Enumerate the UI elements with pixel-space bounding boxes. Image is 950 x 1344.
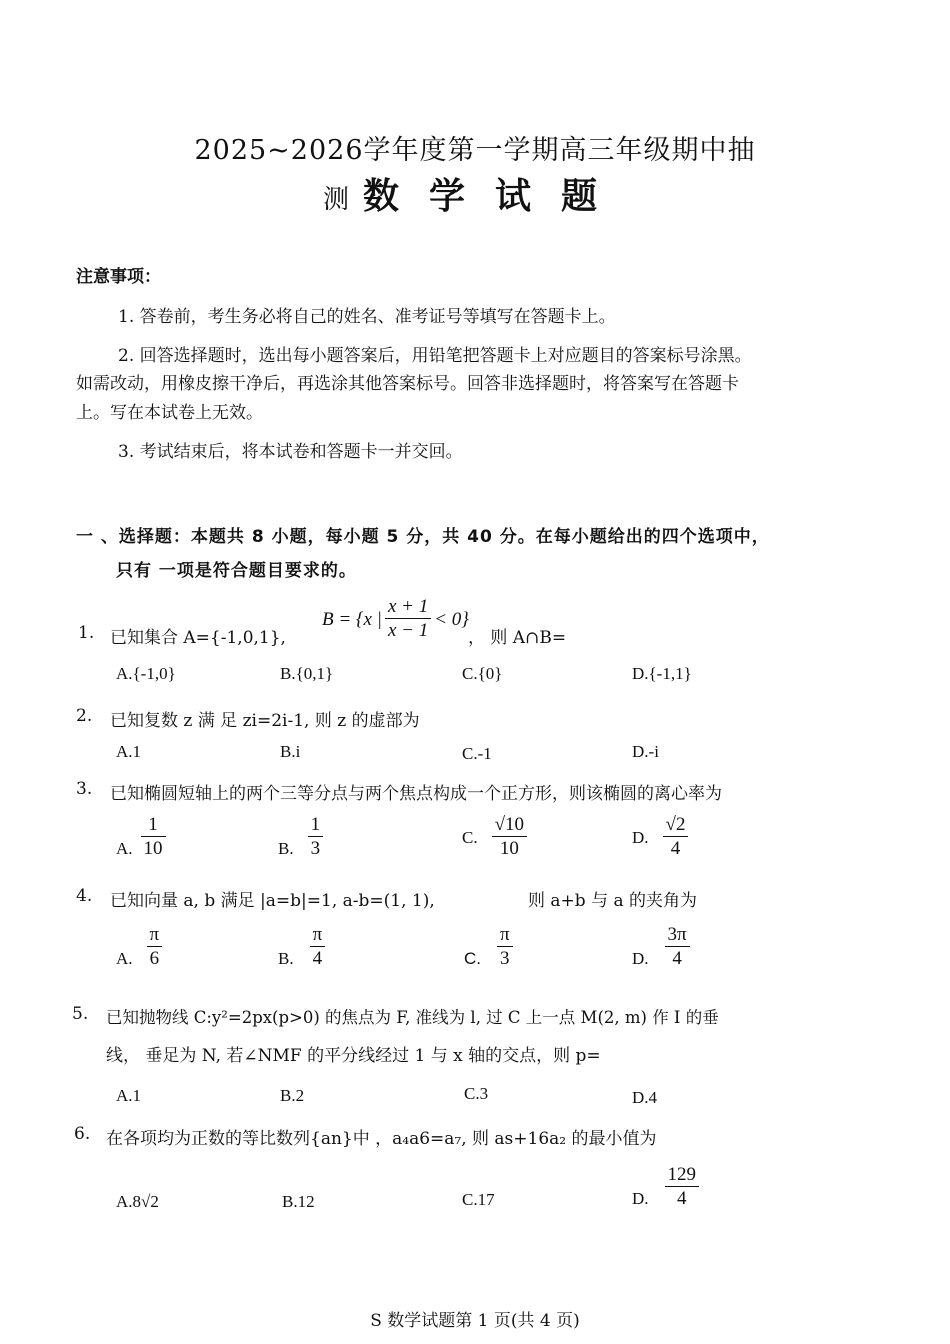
set-b-denominator: x − 1 xyxy=(387,620,429,641)
notice-item-2-line-1: 2. 回答选择题时，选出每小题答案后，用铅笔把答题卡上对应题目的答案标号涂黑。 xyxy=(118,346,752,366)
notice-item-3: 3. 考试结束后，将本试卷和答题卡一并交回。 xyxy=(118,442,463,462)
question-5-line-1: 已知抛物线 C:y²=2px(p>0) 的焦点为 F, 准线为 l, 过 C 上一点 M(2, m) 作 I 的垂 xyxy=(106,1008,719,1027)
q4-a-numerator: π xyxy=(147,924,163,947)
q4-option-d-label: D. xyxy=(632,949,649,968)
q6-d-numerator: 129 xyxy=(665,1164,700,1187)
q3-option-d-fraction xyxy=(663,814,689,861)
q4-option-c-fraction xyxy=(497,924,513,971)
q4-option-d[interactable] xyxy=(632,924,690,971)
question-6-text: 在各项均为正数的等比数列{an}中 ，a₄a6=a₇, 则 as+16a₂ 的最小值为 xyxy=(106,1129,657,1149)
q4-b-denominator: 4 xyxy=(312,948,323,969)
question-5-line-2: 线， 垂足为 N, 若∠NMF 的平分线经过 1 与 x 轴的交点，则 p= xyxy=(106,1046,601,1066)
page-subtitle xyxy=(0,168,950,219)
q3-c-denominator: 10 xyxy=(499,838,519,859)
q3-option-a-fraction xyxy=(141,814,166,861)
q2-option-b[interactable]: B.i xyxy=(280,742,301,761)
q4-option-b[interactable] xyxy=(278,924,325,971)
question-4-number: 4. xyxy=(76,886,93,906)
q3-option-c-fraction xyxy=(492,814,527,861)
q3-option-b-fraction xyxy=(308,814,324,861)
set-b-prefix: B = {x | xyxy=(322,608,382,630)
set-b-suffix: < 0} xyxy=(434,608,469,630)
q4-option-c[interactable] xyxy=(464,924,513,971)
q1-option-c[interactable]: C.{0} xyxy=(462,664,503,683)
question-3-number: 3. xyxy=(76,779,93,799)
q6-option-c[interactable]: C.17 xyxy=(462,1190,495,1209)
q3-option-c-label: C. xyxy=(462,827,478,847)
q6-option-d-fraction xyxy=(665,1164,700,1211)
subtitle-main: 数学试题 xyxy=(363,176,628,217)
set-b-numerator: x + 1 xyxy=(385,596,431,619)
q5-option-d[interactable]: D.4 xyxy=(632,1088,658,1107)
q4-option-d-fraction xyxy=(665,924,690,971)
q3-option-c[interactable] xyxy=(462,814,527,861)
q4-option-a-fraction xyxy=(147,924,163,971)
q1-option-b[interactable]: B.{0,1} xyxy=(280,664,334,683)
q4-option-b-fraction xyxy=(310,924,326,971)
q4-d-denominator: 4 xyxy=(672,948,682,969)
question-2-number: 2. xyxy=(76,706,93,726)
q2-option-c[interactable]: C.-1 xyxy=(462,744,492,763)
q4-option-b-label: B. xyxy=(278,949,294,968)
q3-b-denominator: 3 xyxy=(310,838,321,859)
q3-option-a-label: A. xyxy=(116,839,133,858)
question-1-set-b xyxy=(322,596,469,643)
section-heading: 一 、选择题：本题共 8 小题，每小题 5 分，共 40 分。在每小题给出的四个选项中， xyxy=(76,527,770,547)
q3-a-numerator: 1 xyxy=(141,814,166,837)
q6-option-b[interactable]: B.12 xyxy=(282,1192,315,1211)
q4-b-numerator: π xyxy=(310,924,326,947)
question-1-tail: ， 则 A∩B= xyxy=(468,628,567,648)
q4-option-a-label: A. xyxy=(116,949,133,968)
q4-c-numerator: π xyxy=(497,924,513,947)
q1-option-d[interactable]: D.{-1,1} xyxy=(632,664,692,683)
question-6-number: 6. xyxy=(74,1124,91,1144)
page-title: 2025~2026学年度第一学期高三年级期中抽 xyxy=(194,135,756,166)
notice-item-2-line-3: 上。写在本试卷上无效。 xyxy=(76,403,263,423)
question-4-text-2: 则 a+b 与 a 的夹角为 xyxy=(528,891,698,911)
q4-d-numerator: 3π xyxy=(665,924,690,947)
subtitle-small-char: 测 xyxy=(322,185,349,215)
q1-option-a[interactable]: A.{-1,0} xyxy=(116,664,176,683)
q6-option-a[interactable]: A.8√2 xyxy=(116,1192,159,1211)
q4-c-denominator: 3 xyxy=(500,948,510,969)
q6-option-d[interactable] xyxy=(632,1164,699,1211)
q3-option-d-label: D. xyxy=(632,827,649,847)
page-footer: S 数学试题第 1 页(共 4 页) xyxy=(370,1311,580,1331)
notice-item-1: 1. 答卷前，考生务必将自己的姓名、准考证号等填写在答题卡上。 xyxy=(118,307,616,327)
q6-d-denominator: 4 xyxy=(677,1188,687,1209)
q3-option-d[interactable] xyxy=(632,814,688,861)
notice-title: 注意事项： xyxy=(76,267,161,287)
question-5-number: 5. xyxy=(72,1004,89,1024)
set-b-fraction xyxy=(385,596,431,643)
q3-a-denominator: 10 xyxy=(143,838,163,859)
q3-d-numerator: √2 xyxy=(663,814,689,837)
q5-option-c[interactable]: C.3 xyxy=(464,1084,489,1103)
q3-c-numerator: √10 xyxy=(492,814,527,837)
q2-option-d[interactable]: D.-i xyxy=(632,742,659,761)
q4-option-c-label: C. xyxy=(464,949,481,968)
notice-item-2-line-2: 如需改动，用橡皮擦干净后，再选涂其他答案标号。回答非选择题时，将答案写在答题卡 xyxy=(76,374,739,394)
q3-option-b-label: B. xyxy=(278,839,294,858)
q6-option-d-label: D. xyxy=(632,1189,649,1208)
q5-option-a[interactable]: A.1 xyxy=(116,1086,142,1105)
q2-option-a[interactable]: A.1 xyxy=(116,742,142,761)
q3-option-b[interactable] xyxy=(278,814,323,861)
question-3-text: 已知椭圆短轴上的两个三等分点与两个焦点构成一个正方形，则该椭圆的离心率为 xyxy=(110,784,722,804)
question-1-number: 1. xyxy=(78,623,95,643)
q4-option-a[interactable] xyxy=(116,924,162,971)
section-heading-line-2: 只有 一项是符合题目要求的。 xyxy=(116,561,357,581)
question-2-text: 已知复数 z 满 足 zi=2i-1, 则 z 的虚部为 xyxy=(110,711,420,731)
q3-b-numerator: 1 xyxy=(308,814,324,837)
question-4-text: 已知向量 a, b 满足 |a=b|=1, a-b=(1, 1), xyxy=(110,891,435,911)
q3-option-a[interactable] xyxy=(116,814,166,861)
q3-d-denominator: 4 xyxy=(670,838,681,859)
question-1-text: 已知集合 A={-1,0,1}, xyxy=(110,628,286,648)
q4-a-denominator: 6 xyxy=(149,948,160,969)
q5-option-b[interactable]: B.2 xyxy=(280,1086,305,1105)
